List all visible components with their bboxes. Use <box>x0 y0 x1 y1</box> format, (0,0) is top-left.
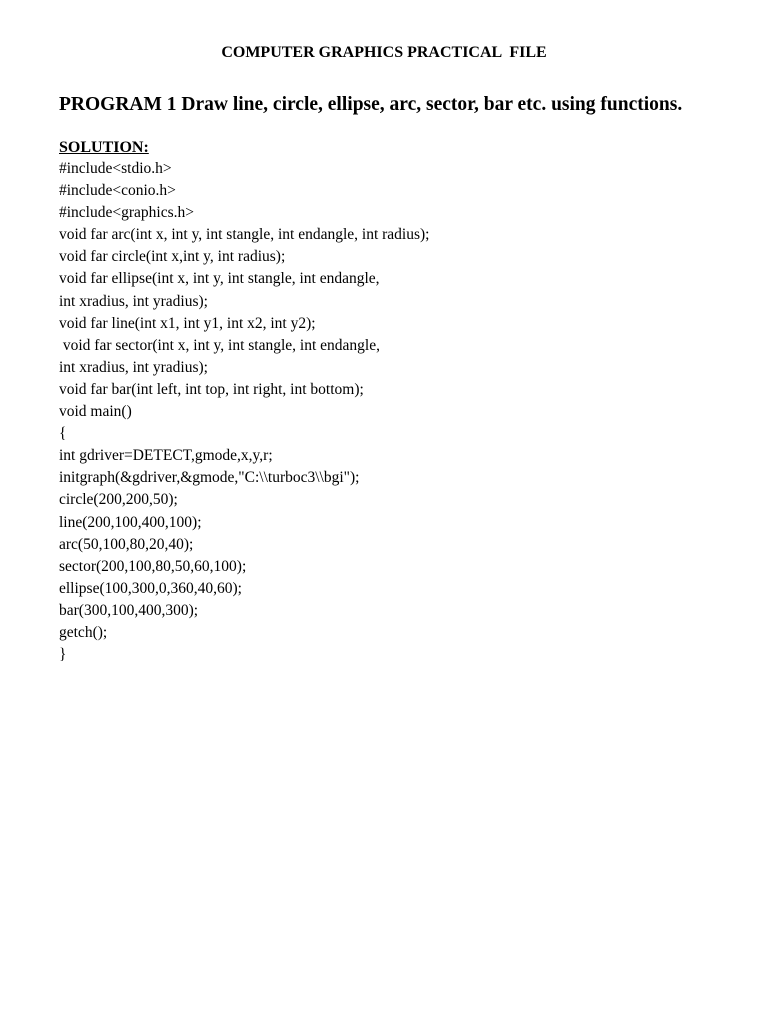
code-line: circle(200,200,50); <box>59 491 178 509</box>
code-line: void far ellipse(int x, int y, int stangle, int endangle, <box>59 270 380 288</box>
code-line: ellipse(100,300,0,360,40,60); <box>59 579 242 597</box>
code-block <box>59 158 429 666</box>
code-line: void far sector(int x, int y, int stangle, int endangle, <box>59 336 380 354</box>
code-line: void main() <box>59 403 132 421</box>
code-line: getch(); <box>59 623 108 641</box>
code-line: #include<conio.h> <box>59 182 176 200</box>
code-line: void far circle(int x,int y, int radius); <box>59 248 286 266</box>
program-title: PROGRAM 1 Draw line, circle, ellipse, arc, sector, bar etc. using functions. <box>59 94 683 115</box>
code-line: bar(300,100,400,300); <box>59 601 199 619</box>
code-line: arc(50,100,80,20,40); <box>59 535 194 553</box>
code-line: line(200,100,400,100); <box>59 513 202 531</box>
code-line: void far line(int x1, int y1, int x2, int y2); <box>59 314 316 332</box>
code-line: #include<stdio.h> <box>59 160 172 177</box>
code-line: void far arc(int x, int y, int stangle, int endangle, int radius); <box>59 226 430 244</box>
solution-label: SOLUTION: <box>59 139 149 156</box>
code-line: } <box>59 646 67 664</box>
code-line: #include<graphics.h> <box>59 204 194 222</box>
code-line: int gdriver=DETECT,gmode,x,y,r; <box>59 447 273 465</box>
code-line: int xradius, int yradius); <box>59 358 208 376</box>
code-line: int xradius, int yradius); <box>59 292 208 310</box>
document-header: COMPUTER GRAPHICS PRACTICAL FILE <box>221 44 547 61</box>
code-line: initgraph(&gdriver,&gmode,"C:\\turboc3\\bgi"); <box>59 469 360 487</box>
code-line: void far bar(int left, int top, int right, int bottom); <box>59 380 364 398</box>
code-line: sector(200,100,80,50,60,100); <box>59 557 247 575</box>
code-line: { <box>59 425 67 443</box>
